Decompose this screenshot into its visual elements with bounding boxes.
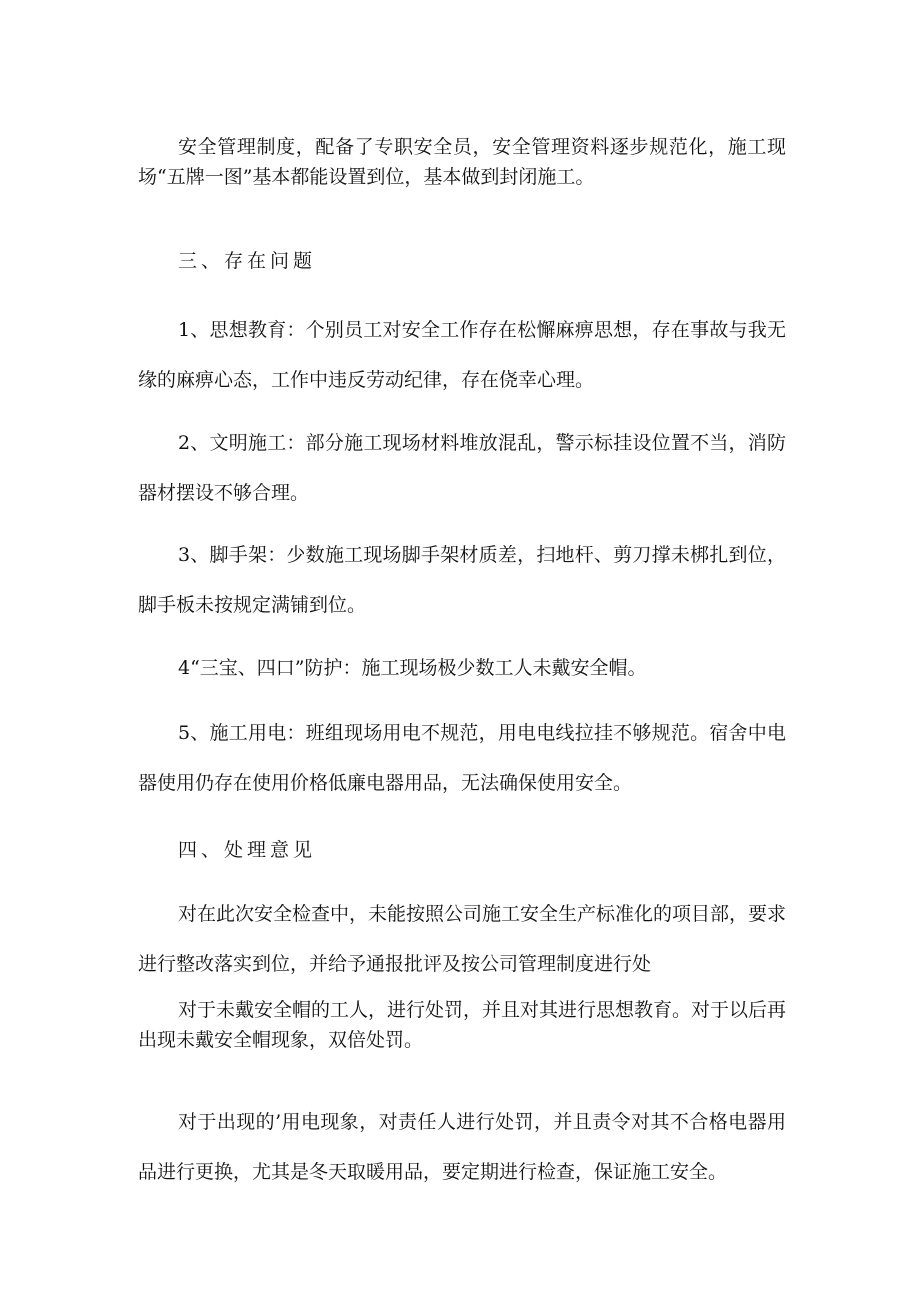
paragraph-three-treasures-four-openings: 4“三宝、四口”防护：施工现场极少数工人未戴安全帽。	[178, 657, 647, 679]
paragraph-electricity-penalty: 对于出现的’用电现象，对责任人进行处罚，并且责令对其不合格电器用品进行更换，尤其是冬天取暖用品，要定期进行检查，保证施工安全。	[138, 1111, 786, 1183]
paragraph-rectification: 对在此次安全检查中，未能按照公司施工安全生产标准化的项目部，要求进行整改落实到位，并给予通报批评及按公司管理制度进行处	[138, 903, 787, 975]
section-heading-handling-opinions: 四、处理意见	[178, 839, 317, 861]
paragraph-civilized-construction: 2、文明施工：部分施工现场材料堆放混乱，警示标挂设位置不当，消防器材摆设不够合理。	[138, 432, 786, 504]
paragraph-construction-electricity: 5、施工用电：班组现场用电不规范，用电电线拉挂不够规范。宿舍中电器使用仍存在使用价格低廉电器用品，无法确保使用安全。	[138, 722, 786, 794]
paragraph-helmet-penalty: 对于未戴安全帽的工人，进行处罚，并且对其进行思想教育。对于以后再出现未戴安全帽现象，双倍处罚。	[138, 999, 787, 1051]
paragraph-safety-management: 安全管理制度，配备了专职安全员，安全管理资料逐步规范化，施工现场“五牌一图”基本都能设置到位，基本做到封闭施工。	[138, 136, 786, 188]
section-heading-existing-problems: 三、存在问题	[178, 250, 317, 272]
paragraph-scaffolding: 3、脚手架：少数施工现场脚手架材质差，扫地杆、剪刀撑未梆扎到位，脚手板未按规定满铺到位。	[138, 544, 786, 616]
paragraph-ideological-education: 1、思想教育：个别员工对安全工作存在松懈麻痹思想，存在事故与我无缘的麻痹心态，工作中违反劳动纪律，存在侥幸心理。	[138, 319, 786, 391]
